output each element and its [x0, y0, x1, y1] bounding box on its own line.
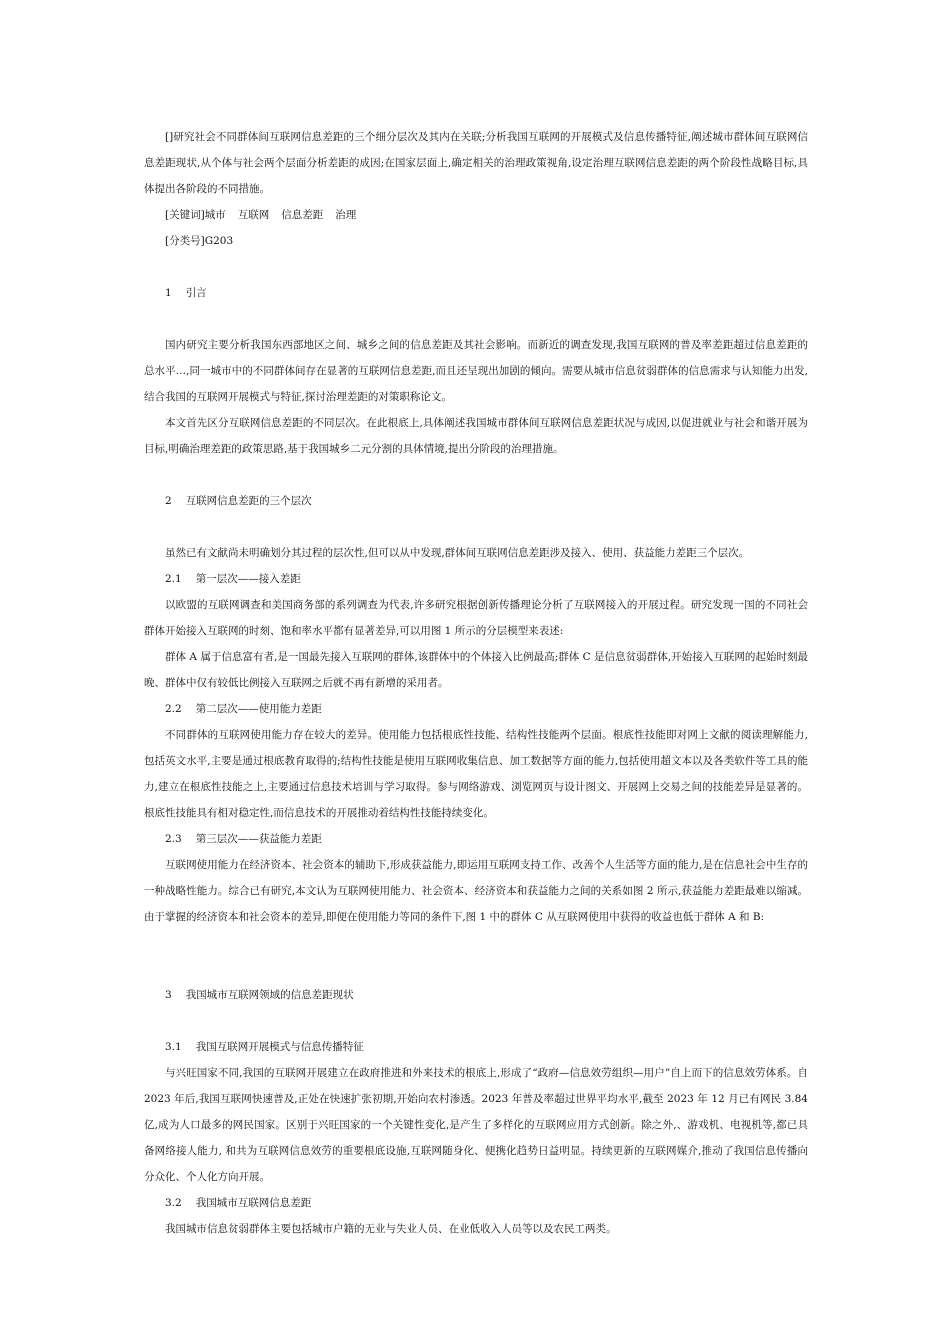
subsection-heading	[144, 1190, 808, 1216]
keyword: 城市	[204, 209, 226, 221]
keywords-label: [关键词]	[165, 209, 205, 221]
section-heading	[144, 982, 808, 1008]
subsection-title: 第三层次——获益能力差距	[195, 833, 322, 845]
section-number: 2	[165, 495, 172, 507]
subsection-heading	[144, 1034, 808, 1060]
keywords-line	[144, 202, 808, 228]
paragraph: 不同群体的互联网使用能力存在较大的差异。使用能力包括根底性技能、结构性技能两个层面。根底性技能即对网上文献的阅读理解能力,包括英文水平,主要是通过根底教育取得的;结构性技能是使用互联网收集信息、加工数据等方面的能力,包括使用超文本以及各类软件等工具的能力,建立在根底性技能之上,主要通过信息技术培训与学习取得。参与网络游戏、浏览网页与设计图文、开展网上交易之间的技能差异是显著的。根底性技能具有相对稳定性,而信息技术的开展推动着结构性技能持续变化。	[144, 729, 808, 819]
keyword: 治理	[335, 209, 357, 221]
section-title: 引言	[185, 287, 207, 299]
subsection-number: 2.1	[165, 573, 182, 585]
subsection-heading	[144, 696, 808, 722]
classification: [分类号]G203	[165, 235, 234, 247]
subsection-heading	[144, 826, 808, 852]
keyword: 信息差距	[281, 209, 324, 221]
subsection-title: 我国城市互联网信息差距	[195, 1197, 312, 1209]
paragraph: 国内研究主要分析我国东西部地区之间、城乡之间的信息差距及其社会影响。而新近的调查发现,我国互联网的普及率差距超过信息差距的总水平…,同一城市中的不同群体间存在显著的互联网信息差距,而且还呈现出加剧的倾向。需要从城市信息贫弱群体的信息需求与认知能力出发,结合我国的互联网开展模式与特征,探讨治理差距的对策职称论文。	[144, 339, 808, 403]
keyword: 互联网	[237, 209, 270, 221]
section-title: 我国城市互联网领域的信息差距现状	[185, 989, 354, 1001]
section-heading	[144, 280, 808, 306]
section-number: 1	[165, 287, 172, 299]
paragraph: 本文首先区分互联网信息差距的不同层次。在此根底上,具体阐述我国城市群体间互联网信息差距状况与成因,以促进就业与社会和谐开展为目标,明确治理差距的政策思路,基于我国城乡二元分割的具体情境,提出分阶段的治理措施。	[144, 417, 808, 455]
subsection-title: 我国互联网开展模式与信息传播特征	[195, 1041, 364, 1053]
subsection-heading	[144, 566, 808, 592]
paragraph: 虽然已有文献尚未明确划分其过程的层次性,但可以从中发现,群体间互联网信息差距涉及接入、使用、获益能力差距三个层次。	[165, 547, 750, 559]
subsection-title: 第一层次——接入差距	[195, 573, 301, 585]
paragraph: 以欧盟的互联网调查和美国商务部的系列调查为代表,许多研究根据创新传播理论分析了互联网接入的开展过程。研究发现一国的不同社会群体开始接入互联网的时刻、饱和率水平都有显著差异,可以用图 1 所示的分层模型来表述:	[144, 599, 808, 637]
subsection-title: 第二层次——使用能力差距	[195, 703, 322, 715]
subsection-number: 3.1	[165, 1041, 182, 1053]
paragraph: 群体 A 属于信息富有者,是一国最先接入互联网的群体,该群体中的个体接入比例最高;群体 C 是信息贫弱群体,开始接入互联网的起始时刻最晚、群体中仅有较低比例接入互联网之后就不再有新增的采用者。	[144, 651, 808, 689]
subsection-number: 3.2	[165, 1197, 182, 1209]
paragraph: 互联网使用能力在经济资本、社会资本的辅助下,形成获益能力,即运用互联网支持工作、改善个人生活等方面的能力,是在信息社会中生存的一种战略性能力。综合已有研究,本文认为互联网使用能力、社会资本、经济资本和获益能力之间的关系如图 2 所示,获益能力差距最难以缩减。由于掌握的经济资本和社会资本的差异,即便在使用能力等同的条件下,图 1 中的群体 C 从互联网使用中获得的收益也低于群体 A 和 B:	[144, 859, 808, 923]
section-title: 互联网信息差距的三个层次	[185, 495, 312, 507]
section-number: 3	[165, 989, 172, 1001]
section-heading	[144, 488, 808, 514]
paragraph: 我国城市信息贫弱群体主要包括城市户籍的无业与失业人员、在业低收入人员等以及农民工两类。	[165, 1223, 617, 1235]
subsection-number: 2.3	[165, 833, 182, 845]
paragraph: 与兴旺国家不同,我国的互联网开展建立在政府推进和外来技术的根底上,形成了“政府—信息效劳组织—用户”自上而下的信息效劳体系。自 2023 年后,我国互联网快速普及,正处在快速扩张初期,开始向农村渗透。2023 年普及率超过世界平均水平,截至 2023 年 12 月已有网民 3.84 亿,成为人口最多的网民国家。区别于兴旺国家的一个关键性变化,是产生了多样化的互联网应用方式创新。除之外,、游戏机、电视机等,都已具备网络接人能力, 和共为互联网信息效劳的重要根底设施,互联网随身化、便携化趋势日益明显。持续更新的互联网媒介,推动了我国信息传播向分众化、个人化方向开展。	[144, 1067, 808, 1183]
subsection-number: 2.2	[165, 703, 182, 715]
abstract: []研究社会不同群体间互联网信息差距的三个细分层次及其内在关联;分析我国互联网的开展模式及信息传播特征,阐述城市群体间互联网信息差距现状,从个体与社会两个层面分析差距的成因;在国家层面上,确定相关的治理政策视角,设定治理互联网信息差距的两个阶段性战略目标,具体提出各阶段的不同措施。	[144, 131, 808, 195]
document-body	[144, 124, 808, 1242]
